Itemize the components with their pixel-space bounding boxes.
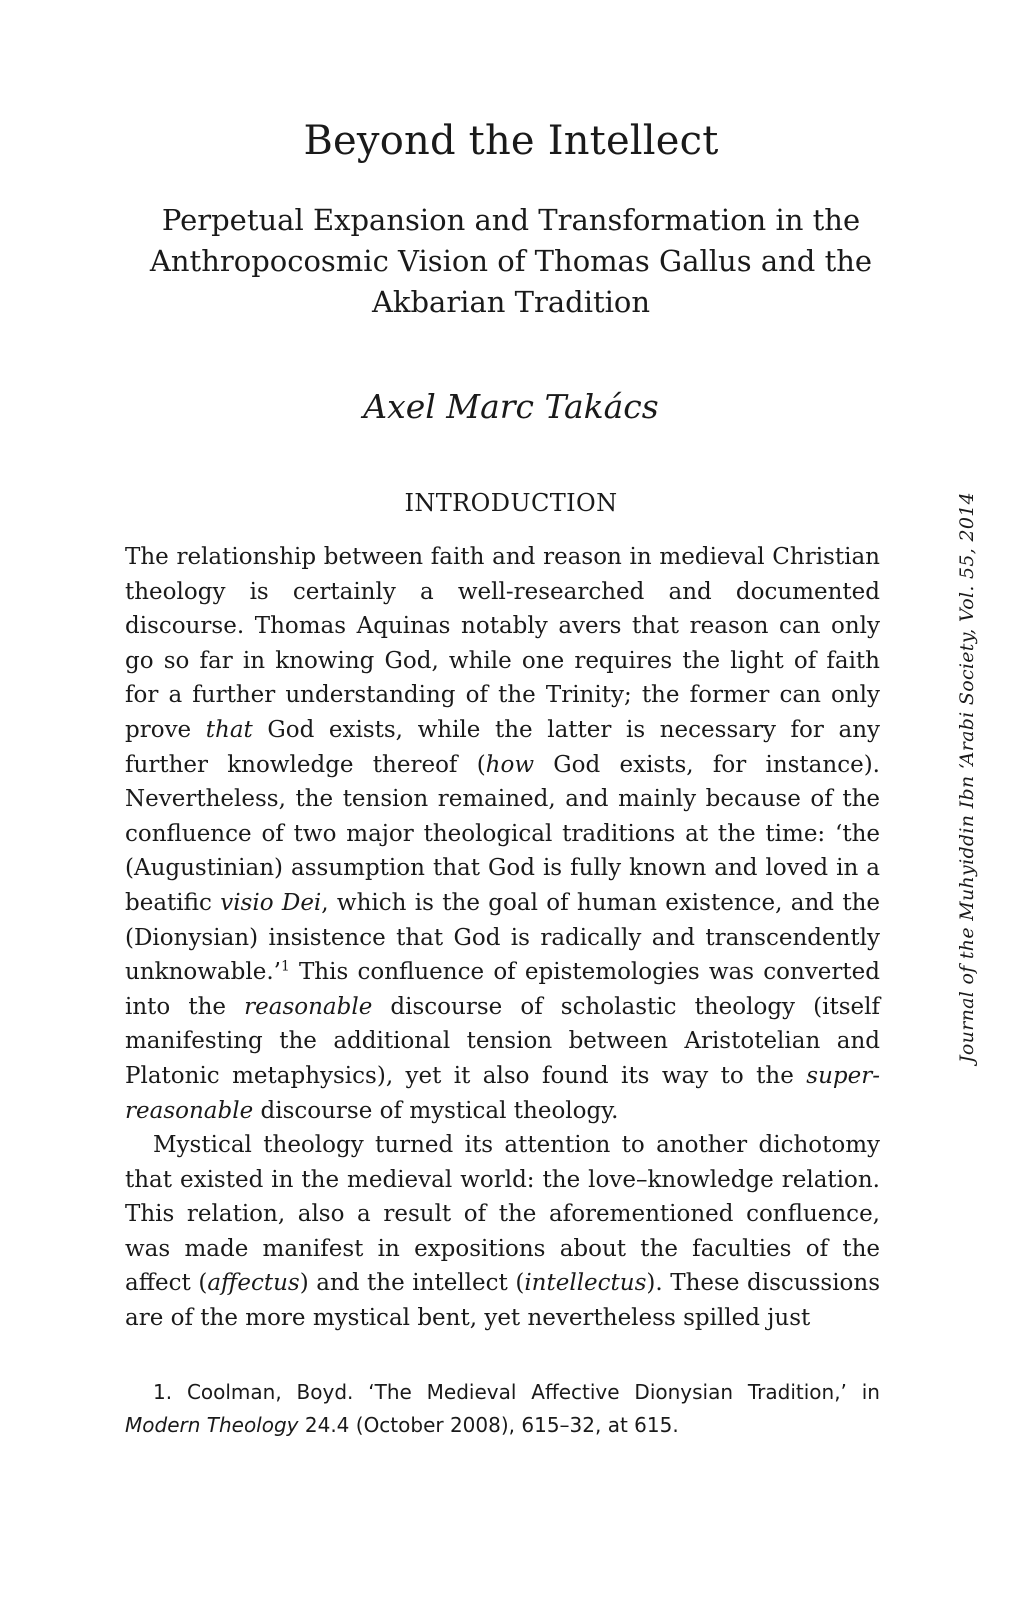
paragraph-2-italic: affectus	[207, 1270, 300, 1297]
paragraph-1-text: discourse of mystical theology.	[253, 1097, 619, 1124]
paragraph-1-text: , which is the goal of human existence, and the (Dionysian) insistence that God is radically and transcendently unknowable.’	[125, 889, 880, 986]
footnote-italic: Modern Theology	[125, 1413, 299, 1437]
paragraph-1-text: God exists, while the latter is necessary for any further knowledge thereof (	[125, 716, 881, 778]
footnote	[125, 1376, 880, 1442]
running-head: Journal of the Muhyiddin Ibn ‘Arabi Society, Vol. 55, 2014	[956, 491, 978, 1063]
paragraph-2-text: ) and the intellect (	[299, 1270, 525, 1297]
paragraph-2	[125, 1128, 880, 1336]
paragraph-1-italic: reasonable	[244, 993, 373, 1020]
article-title: Beyond the Intellect	[303, 118, 719, 164]
paragraph-2-text: ). These discussions are of the more mystical bent, yet nevertheless spilled just	[125, 1270, 881, 1332]
footnote-number: 1.	[153, 1380, 173, 1404]
footnote-text: Coolman, Boyd. ‘The Medieval Affective Dionysian Tradition,’ in	[172, 1380, 880, 1404]
paragraph-1-italic: superreasonable	[125, 1062, 880, 1124]
section-heading: INTRODUCTION	[404, 489, 618, 517]
footnote-text: 24.4 (October 2008), 615–32, at 615.	[298, 1413, 679, 1437]
paragraph-1-italic: how	[485, 751, 535, 778]
article-subtitle: Perpetual Expansion and Transformation in the Anthropocosmic Vision of Thomas Gallus and the Akbarian Tradition	[149, 203, 873, 319]
paragraph-1	[125, 540, 880, 1128]
paragraph-1-italic: visio Dei	[220, 889, 322, 916]
body-text	[125, 540, 880, 1336]
paragraph-1-text: This confluence of epistemologies was converted into the	[125, 959, 880, 1020]
paragraph-1-text: The relationship between faith and reason in medieval Christian theology is certainly a well-researched and documented discourse. Thomas Aquinas notably avers that reason can only go so far in knowing God, while one requires the light of faith for a further understanding of the Trinity; the former can only prove	[125, 544, 880, 743]
footnote-reference[interactable]: 1	[280, 958, 290, 975]
paragraph-1-italic: that	[205, 716, 253, 743]
paragraph-2-text: Mystical theology turned its attention to another dichotomy that existed in the medieval world: the love–knowledge relation. This relation, also a result of the aforementioned confluence, was made manifest in expositions about the faculties of the affect (	[125, 1132, 880, 1297]
paragraph-1-text: God exists, for instance). Nevertheless, the tension remained, and mainly because of the confluence of two major theological traditions at the time: ‘the (Augustinian) assumption that God is fully known and loved in a beatific	[125, 751, 880, 916]
paragraph-2-italic: intellectus	[524, 1270, 647, 1297]
paragraph-1-text: discourse of scholastic theology (itself manifesting the additional tension between Aristotelian and Platonic metaphysics), yet it also found its way to the	[125, 993, 880, 1089]
author-name: Axel Marc Takács	[363, 387, 659, 426]
